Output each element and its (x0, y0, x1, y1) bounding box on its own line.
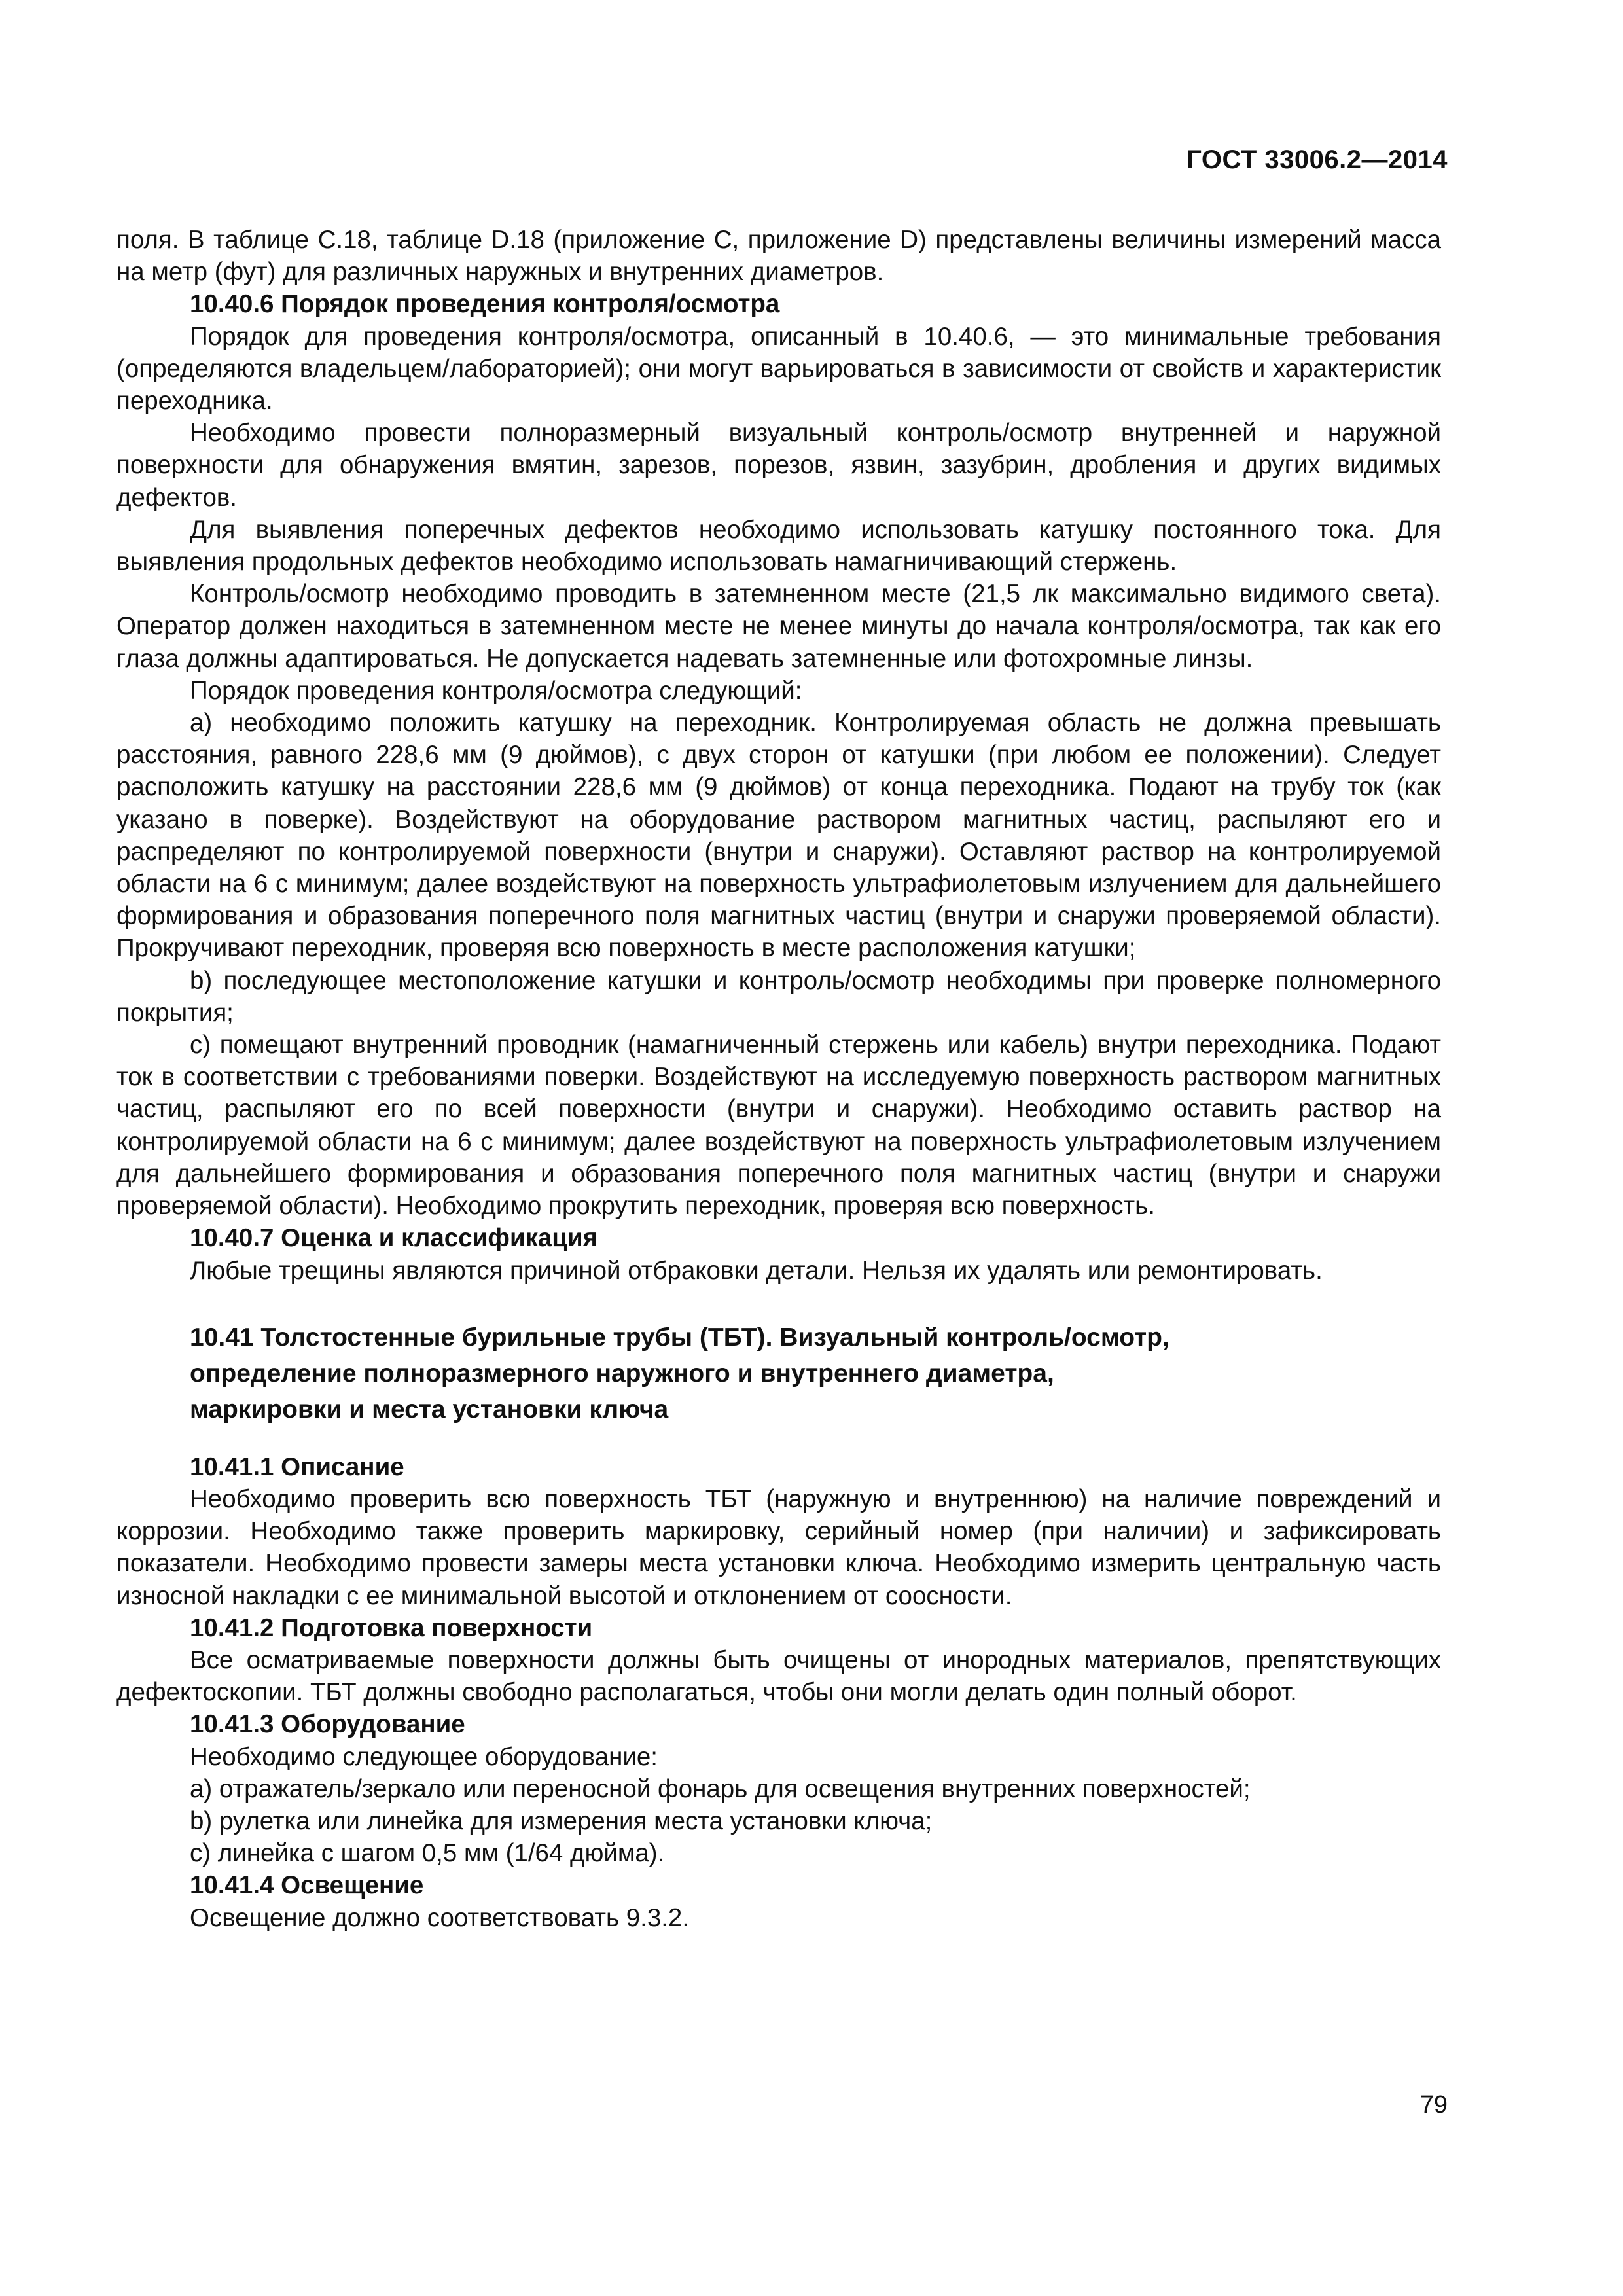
list-item-c: c) помещают внутренний проводник (намагниченный стержень или кабель) внутри переходника. Подают ток в соответствии с требованиями поверки. Воздействуют на исследуемую поверхность раствором магнитных частиц, распыляют его по всей поверхности (внутри и снаружи). Необходимо оставить раствор на контролируемой области на 6 с минимум; далее воздействуют на поверхность ультрафиолетовым излучением для дальнейшего формирования и образования поперечного поля магнитных частиц (внутри и снаружи проверяемой области). Необходимо прокрутить переходник, проверяя всю поверхность. (116, 1031, 1441, 1221)
document-code-header: ГОСТ 33006.2—2014 (1186, 145, 1448, 174)
section-heading-10-41-2: 10.41.2 Подготовка поверхности (190, 1613, 593, 1642)
list-item-b: b) последующее местоположение катушки и контроль/осмотр необходимы при проверке полномерного покрытия; (116, 966, 1441, 1027)
paragraph: Контроль/осмотр необходимо проводить в затемненном месте (21,5 лк максимально видимого света). Оператор должен находиться в затемненном месте не менее минуты до начала контроля/осмотра, так как его глаза должны адаптироваться. Не допускается надевать затемненные или фотохромные линзы. (116, 580, 1441, 673)
paragraph-intro: поля. В таблице С.18, таблице D.18 (приложение С, приложение D) представлены величины измерений масса на метр (фут) для различных наружных и внутренних диаметров. (116, 226, 1441, 287)
paragraph: Порядок проведения контроля/осмотра следующий: (190, 676, 802, 705)
list-item-a: a) отражатель/зеркало или переносной фонарь для освещения внутренних поверхностей; (190, 1774, 1251, 1803)
section-heading-10-41 (190, 1319, 1441, 1427)
document-body (116, 224, 1441, 1934)
page-number: 79 (1419, 2091, 1448, 2119)
section-heading-10-41-3: 10.41.3 Оборудование (190, 1710, 465, 1739)
paragraph: Необходимо провести полноразмерный визуальный контроль/осмотр внутренней и наружной поверхности для обнаружения вмятин, зарезов, порезов, язвин, зазубрин, дробления и других видимых дефектов. (116, 419, 1441, 512)
list-item-b: b) рулетка или линейка для измерения места установки ключа; (190, 1806, 933, 1835)
section-heading-10-41-1: 10.41.1 Описание (190, 1452, 404, 1481)
heading-line: маркировки и места установки ключа (190, 1395, 669, 1424)
paragraph: Освещение должно соответствовать 9.3.2. (190, 1903, 690, 1932)
paragraph: Любые трещины являются причиной отбраковки детали. Нельзя их удалять или ремонтировать. (190, 1256, 1323, 1285)
section-heading-10-41-4: 10.41.4 Освещение (190, 1871, 424, 1900)
paragraph: Все осматриваемые поверхности должны быть очищены от инородных материалов, препятствующих дефектоскопии. ТБТ должны свободно располагаться, чтобы они могли делать один полный оборот. (116, 1645, 1441, 1707)
paragraph: Необходимо следующее оборудование: (190, 1742, 658, 1771)
paragraph: Необходимо проверить всю поверхность ТБТ (наружную и внутреннюю) на наличие повреждений и коррозии. Необходимо также проверить маркировку, серийный номер (при наличии) и зафиксировать показатели. Необходимо провести замеры места установки ключа. Необходимо измерить центральную часть износной накладки с ее минимальной высотой и отклонением от соосности. (116, 1484, 1441, 1610)
list-item-a: a) необходимо положить катушку на переходник. Контролируемая область не должна превышать расстояния, равного 228,6 мм (9 дюймов), с двух сторон от катушки (при любом ее положении). Следует расположить катушку на расстоянии 228,6 мм (9 дюймов) от конца переходника. Подают на трубу ток (как указано в поверке). Воздействуют на оборудование раствором магнитных частиц, распыляют его и распределяют по контролируемой поверхности (внутри и снаружи). Оставляют раствор на контролируемой области на 6 с минимум; далее воздействуют на поверхность ультрафиолетовым излучением для дальнейшего формирования и образования поперечного поля магнитных частиц (внутри и снаружи проверяемой области). Прокручивают переходник, проверяя всю поверхность в месте расположения катушки; (116, 709, 1441, 963)
list-item-c: c) линейка с шагом 0,5 мм (1/64 дюйма). (190, 1839, 665, 1868)
section-heading-10-40-7: 10.40.7 Оценка и классификация (190, 1224, 598, 1253)
heading-line: 10.41 Толстостенные бурильные трубы (ТБТ). Визуальный контроль/осмотр, (190, 1323, 1169, 1352)
paragraph: Для выявления поперечных дефектов необходимо использовать катушку постоянного тока. Для выявления продольных дефектов необходимо использовать намагничивающий стержень. (116, 515, 1441, 577)
paragraph: Порядок для проведения контроля/осмотра, описанный в 10.40.6, — это минимальные требования (определяются владельцем/лабораторией); они могут варьироваться в зависимости от свойств и характеристик переходника. (116, 322, 1441, 416)
heading-line: определение полноразмерного наружного и внутреннего диаметра, (190, 1359, 1054, 1388)
section-heading-10-40-6: 10.40.6 Порядок проведения контроля/осмотра (190, 290, 780, 319)
